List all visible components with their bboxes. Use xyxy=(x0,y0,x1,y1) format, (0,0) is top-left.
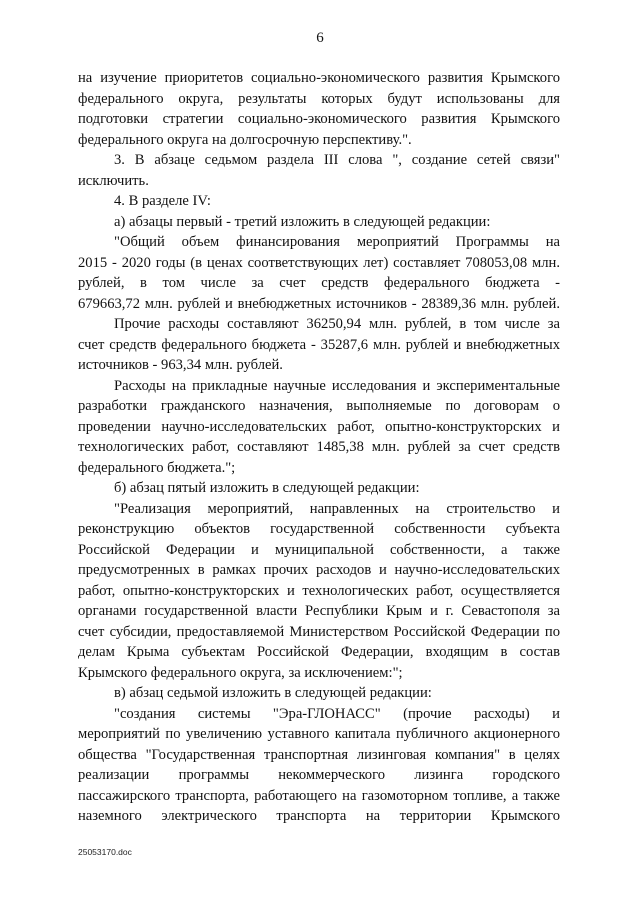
text-line: реализации программы некоммерческого лизинга городского xyxy=(78,767,560,783)
text-line: проведении научно-исследовательских работ, опытно-конструкторских и xyxy=(78,418,560,435)
text-line: федерального бюджета."; xyxy=(78,459,236,476)
text-line: Прочие расходы составляют 36250,94 млн. рублей, в том числе за xyxy=(114,316,560,332)
text-line: "Общий объем финансирования мероприятий Программы на xyxy=(114,234,560,250)
text-line: на изучение приоритетов социально-экономического развития Крымского xyxy=(78,70,560,86)
text-line: федерального округа на долгосрочную перспективу.". xyxy=(78,131,412,148)
text-line: счет субсидии, предоставляемой Министерством Российской Федерации по xyxy=(78,623,560,640)
text-line: федерального округа, результаты которых будут использованы для xyxy=(78,90,560,107)
text-line: реконструкцию объектов государственной собственности субъекта xyxy=(78,521,560,537)
text-line: в) абзац седьмой изложить в следующей редакции: xyxy=(114,685,432,701)
text-line: 4. В разделе IV: xyxy=(114,193,211,209)
text-line: Российской Федерации и муниципальной собственности, а также xyxy=(78,541,560,558)
document-body xyxy=(78,68,560,827)
file-name-footer: 25053170.doc xyxy=(78,847,132,857)
text-line: 679663,72 млн. рублей и внебюджетных источников - 28389,36 млн. рублей. xyxy=(78,295,560,312)
page-number: 6 xyxy=(316,30,324,46)
text-line: Расходы на прикладные научные исследования и экспериментальные xyxy=(114,377,560,394)
text-line: органами государственной власти Республики Крым и г. Севастополя за xyxy=(78,603,560,619)
text-line: подготовки стратегии социально-экономического развития Крымского xyxy=(78,111,560,127)
text-line: предусмотренных в рамках прочих расходов и научно-исследовательских xyxy=(78,562,560,578)
text-line: "создания системы "Эра-ГЛОНАСС" (прочие расходы) и xyxy=(114,705,560,722)
text-line: "Реализация мероприятий, направленных на строительство и xyxy=(114,500,560,517)
text-line: рублей, в том числе за счет средств федерального бюджета - xyxy=(78,275,560,291)
text-line: технологических работ, составляют 1485,38 млн. рублей за счет средств xyxy=(78,439,560,455)
text-line: пассажирского транспорта, работающего на газомоторном топливе, а также xyxy=(78,787,560,804)
text-line: общества "Государственная транспортная лизинговая компания" в целях xyxy=(78,746,560,763)
text-line: делам Крыма субъектам Российской Федерации, входящим в состав xyxy=(78,644,560,660)
text-line: работ, опытно-конструкторских и технологических работ, осуществляется xyxy=(78,582,560,599)
text-line: источников - 963,34 млн. рублей. xyxy=(78,357,283,373)
text-line: разработки гражданского назначения, выполняемые по договорам о xyxy=(78,398,560,414)
text-line: исключить. xyxy=(78,172,149,189)
text-line: а) абзацы первый - третий изложить в следующей редакции: xyxy=(114,213,491,230)
text-line: 2015 - 2020 годы (в ценах соответствующих лет) составляет 708053,08 млн. xyxy=(78,254,560,271)
text-line: наземного электрического транспорта на территории Крымского xyxy=(78,808,560,824)
text-line: 3. В абзаце седьмом раздела III слова ", создание сетей связи" xyxy=(114,152,560,168)
text-line: Крымского федерального округа, за исключением:"; xyxy=(78,664,403,681)
text-line: б) абзац пятый изложить в следующей редакции: xyxy=(114,480,420,496)
text-line: счет средств федерального бюджета - 35287,6 млн. рублей и внебюджетных xyxy=(78,336,560,353)
text-line: мероприятий по увеличению уставного капитала публичного акционерного xyxy=(78,726,560,742)
